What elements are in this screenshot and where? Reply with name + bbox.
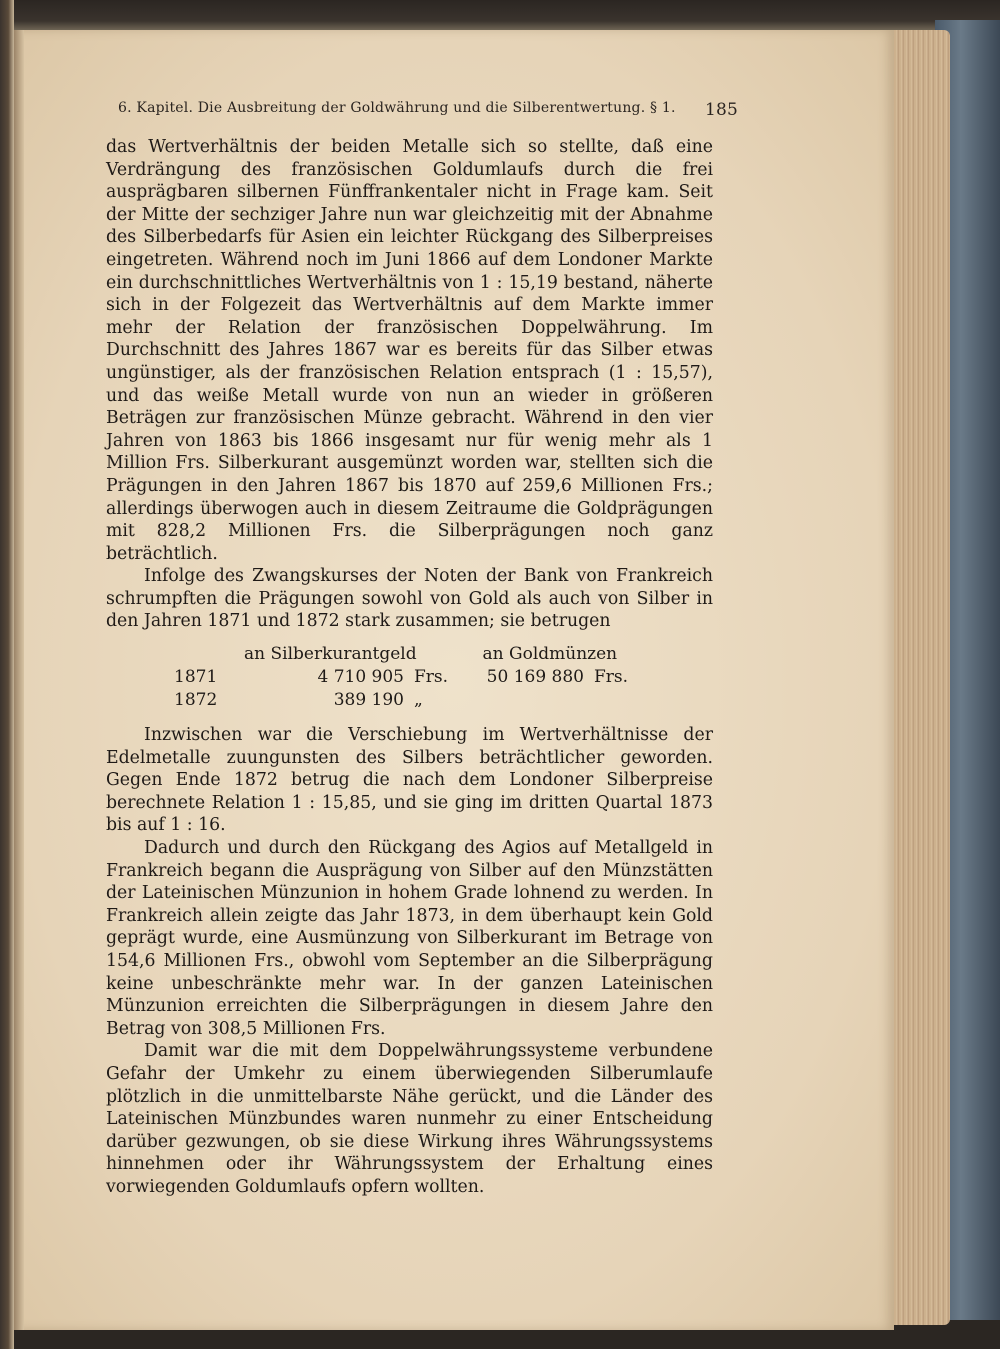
paragraph-4: Dadurch und durch den Rückgang des Agios auf Metallgeld in Frankreich begann die Ausprägung von Silber auf den Münzstätten der Lateinischen Münzunion in hohem Grade lohnend zu werden. In Frankreich allein zeigte das Jahr 1873, in dem überhaupt kein Gold geprägt wurde, eine Ausmünzung von Silberkurant im Betrage von 154,6 Millionen Frs., obwohl vom September an die Silberprägung keine unbeschränkte mehr war. In der ganzen Lateinischen Münzunion erreichten die Silberprägungen in diesem Jahre den Betrag von 308,5 Millionen Frs. [106,838,713,1039]
coinage-table [106,643,666,712]
paragraph-2: Infolge des Zwangskurses der Noten der Bank von Frankreich schrumpften die Prägungen sowohl von Gold als auch von Silber in den Jahren 1871 und 1872 stark zusammen; sie betrugen [106,566,713,632]
dark-background-top [0,0,1000,30]
gold-amount-cell [474,689,584,712]
paragraph-5: Damit war die mit dem Doppelwährungssysteme verbundene Gefahr der Umkehr zu einem überwiegenden Silberumlaufe plötzlich in die unmittelbarste Nähe gerückt, und die Länder des Lateinischen Münzbundes waren nunmehr zu einer Entscheidung darüber gezwungen, ob sie diese Wirkung ihres Währungssystems hinnehmen oder ihr Währungssystem der Erhaltung eines vorwiegenden Goldumlaufs opfern wollten. [106,1041,713,1197]
column-header-gold: an Goldmünzen [482,644,618,665]
page-body [106,136,713,1199]
running-title: 6. Kapitel. Die Ausbreitung der Goldwährung und die Silberentwertung. § 1. [118,100,676,116]
page-gutter [14,30,24,1330]
year-cell: 1872 [174,690,218,711]
running-header [118,100,738,120]
silver-unit-cell: Frs. [414,667,449,688]
gold-unit-cell: Frs. [594,667,629,688]
silver-unit-cell: „ [414,690,423,711]
gold-amount-cell: 50 169 880 [486,667,584,688]
gold-unit-cell [584,689,654,712]
paragraph-3: Inzwischen war die Verschiebung im Wertverhältnisse der Edelmetalle zuungunsten des Silbers beträchtlicher geworden. Gegen Ende 1872 betrug die nach dem Londoner Silberpreise berechnete Relation 1 : 15,85, und sie ging im dritten Quartal 1873 bis auf 1 : 16. [106,725,713,836]
silver-amount-cell: 389 190 [333,690,404,711]
year-cell: 1871 [174,667,218,688]
table-row [106,666,666,689]
paragraph-1: das Wertverhältnis der beiden Metalle sich so stellte, daß eine Verdrängung des französischen Goldumlaufs durch die frei ausprägbaren silbernen Fünffrankentaler nicht in Frage kam. Seit der Mitte der sechziger Jahre nun war gleichzeitig mit der Abnahme des Silberbedarfs für Asien ein leichter Rückgang des Silberpreises eingetreten. Während noch im Juni 1866 auf dem Londoner Markte ein durchschnittliches Wertverhältnis von 1 : 15,19 bestand, näherte sich in der Folgezeit das Wertverhältnis auf dem Markte immer mehr der Relation der französischen Doppelwährung. Im Durchschnitt des Jahres 1867 war es bereits für das Silber etwas ungünstiger, als der französischen Relation entsprach (1 : 15,57), und das weiße Metall wurde von nun an wieder in größeren Beträgen zur französischen Münze gebracht. Während in den vier Jahren von 1863 bis 1866 insgesamt nur für wenig mehr als 1 Million Frs. Silberkurant ausgemünzt worden war, stellten sich die Prägungen in den Jahren 1867 bis 1870 auf 259,6 Millionen Frs.; allerdings überwogen auch in diesem Zeitraume die Goldprägungen mit 828,2 Millionen Frs. die Silberprägungen noch ganz beträchtlich. [106,137,713,564]
book-spine-edge [0,0,14,1349]
table-row [106,689,666,712]
page-number: 185 [704,100,738,120]
coinage-table-header [106,643,666,666]
silver-amount-cell: 4 710 905 [317,667,404,688]
column-header-silver: an Silberkurantgeld [244,644,417,665]
